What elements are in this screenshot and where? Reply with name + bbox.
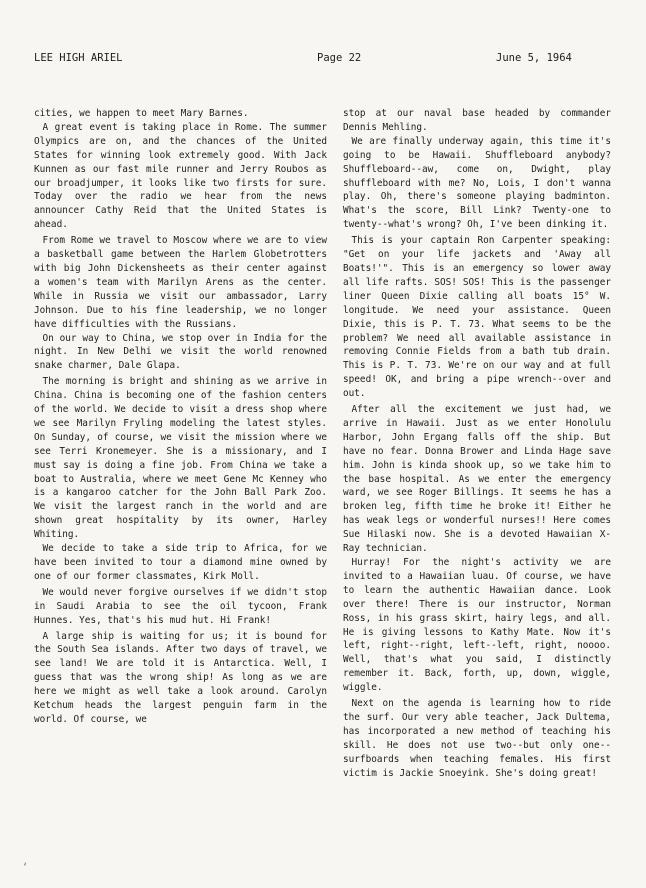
paragraph: cities, we happen to meet Mary Barnes. (34, 108, 249, 119)
paragraph: From Rome we travel to Moscow where we are to view a basketball game between the Harlem Globetrotters with big John Dickensheets as their center against a women's team with Marilyn Arens as the center. While in Russia we visit our ambassador, Larry Johnson. Due to his fine leadership, we no longer have difficulties with the Russians. (34, 235, 327, 330)
publication-name: LEE HIGH ARIEL (34, 52, 123, 64)
paragraph: A great event is taking place in Rome. The summer Olympics are on, and the chances of the United States for winning look extremely good. With Jack Kunnen as our fast mile runner and Jerry Roubos as our broadjumper, it looks like two firsts for sure. Today over the radio we hear from the news announcer Cathy Reid that the United States is ahead. (34, 121, 327, 231)
paragraph: We would never forgive ourselves if we didn't stop in Saudi Arabia to see the oil tycoon, Frank Hunnes. Yes, that's his mud hut. Hi Frank! (34, 586, 327, 626)
paragraph: The morning is bright and shining as we arrive in China. China is becoming one of the fashion centers of the world. We decide to visit a dress shop where we see Marilyn Fryling modeling the latest styles. On Sunday, of course, we visit the mission where we see Terri Kronemeyer. She is a missionary, and I must say is doing a fine job. From China we take a boat to Australia, where we meet Gene Mc Kenney who is a kangaroo catcher for the John Ball Park Zoo. We visit the largest ranch in the world and are shown great hospitality by its owner, Harley Whiting. (34, 376, 327, 541)
paragraph: On our way to China, we stop over in India for the night. In New Delhi we visit the world renowned snake charmer, Dale Glapa. (34, 332, 327, 372)
paragraph: After all the excitement we just had, we arrive in Hawaii. Just as we enter Honolulu Harbor, John Ergang falls off the ship. But have no fear. Donna Brower and Linda Hage save him. John is kinda shook up, so we take him to the base hospital. As we enter the emergency ward, we see Roger Billings. It seems he has a broken leg, fifth time he broke it! Either he has weak legs or wonderful nurses!! Here comes Sue Hilaski now. She is a devoted Hawaiian X-Ray technician. (343, 404, 611, 555)
paragraph: We decide to take a side trip to Africa, for we have been invited to tour a diamond mine owned by one of our former classmates, Kirk Moll. (34, 543, 327, 582)
paragraph: Hurray! For the night's activity we are invited to a Hawaiian luau. Of course, we have to learn the authentic Hawaiian dance. Look over there! There is our instructor, Norman Ross, in his grass skirt, hairy legs, and all. He is giving lessons to Kathy Mate. Now it's left, right--right, left--left, right, noooo. Well, that's what you said, I distinctly remember it. Back, forth, up, down, wiggle, wiggle. (343, 557, 611, 694)
paragraph: A large ship is waiting for us; it is bound for the South Sea islands. After two days of travel, we see land! We are told it is Antarctica. Well, I guess that was the wrong ship! As long as we are here we might as well take a look around. Carolyn Ketchum heads the largest penguin farm in the world. Of course, we (34, 630, 327, 725)
page-header (34, 50, 618, 66)
paragraph: We are finally underway again, this time it's going to be Hawaii. Shuffleboard anybody? Shuffleboard--aw, come on, Dwight, play shuffleboard with me? No, Lois, I don't wanna play. Oh, there's someone playing badminton. What's the score, Bill Link? Twenty-one to twenty--what's wrong? Oh, I've been dinking it. (343, 135, 611, 231)
left-column (34, 107, 327, 727)
paragraph: Next on the agenda is learning how to ride the surf. Our very able teacher, Jack Dultema, has incorporated a new method of teaching his skill. He does not use two--but only one--surfboards when teaching females. His first victim is Jackie Snoeyink. She's doing great! (343, 698, 611, 779)
right-column (343, 107, 611, 781)
page-number: Page 22 (317, 52, 362, 64)
paragraph: stop at our naval base headed by commander Dennis Mehling. (343, 108, 611, 133)
paragraph: This is your captain Ron Carpenter speaking: "Get on your life jackets and 'Away all Boats!'". This is an emergency so lower away all life rafts. SOS! SOS! This is the passenger liner Queen Dixie calling all boats 15° W. longitude. We need your assistance. Queen Dixie, this is P. T. 73. What seems to be the problem? We need all available assistance in removing Connie Fields from a bath tub drain. This is P. T. 73. We're on our way and at full speed! OK, and bring a pipe wrench--over and out. (343, 235, 611, 400)
margin-mark: ‘ (22, 862, 29, 873)
issue-date: June 5, 1964 (496, 52, 572, 64)
